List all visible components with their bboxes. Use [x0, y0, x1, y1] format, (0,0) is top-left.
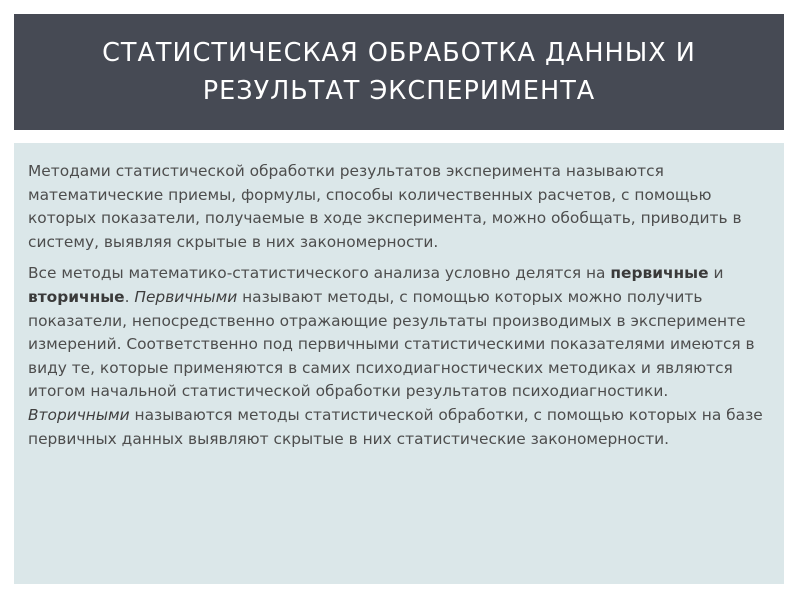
slide-title: СТАТИСТИЧЕСКАЯ ОБРАБОТКА ДАННЫХ И РЕЗУЛЬТАТ ЭКСПЕРИМЕНТА [102, 38, 696, 106]
term-primary-bold: первичные [610, 264, 709, 283]
term-primary-italic: Первичными [134, 287, 238, 306]
content-panel [14, 143, 784, 584]
paragraph-definition: Методами статистической обработки результатов эксперимента называются математические приемы, формулы, способы количественных расчетов, с помощью которых показатели, получаемые в ходе эксперимента, можно обобщать, приводить в систему, выявляя скрытые в них закономерности. [28, 162, 742, 251]
paragraph-text-segment: называются методы статистической обработки, с помощью которых на базе первичных данных выявляют скрытые в них статистические закономерности. [28, 405, 763, 448]
paragraph-text-segment: называют методы, с помощью которых можно получить показатели, непосредственно отражающие результаты производимых в эксперименте измерений. Соответственно под первичными статистическими показателями имеются в виду те, которые применяются в самих психодиагностических методиках и являются итогом начальной статистической обработки результатов психодиагностики. [28, 287, 755, 401]
paragraph-text-segment: . [124, 287, 135, 306]
title-bar [14, 14, 784, 130]
term-secondary-bold: вторичные [28, 287, 125, 306]
paragraph-text-segment: и [708, 264, 724, 283]
paragraph-text-segment: Все методы математико-статистического анализа условно делятся на [28, 264, 611, 283]
paragraph-methods [28, 262, 768, 451]
term-secondary-italic: Вторичными [28, 405, 130, 424]
